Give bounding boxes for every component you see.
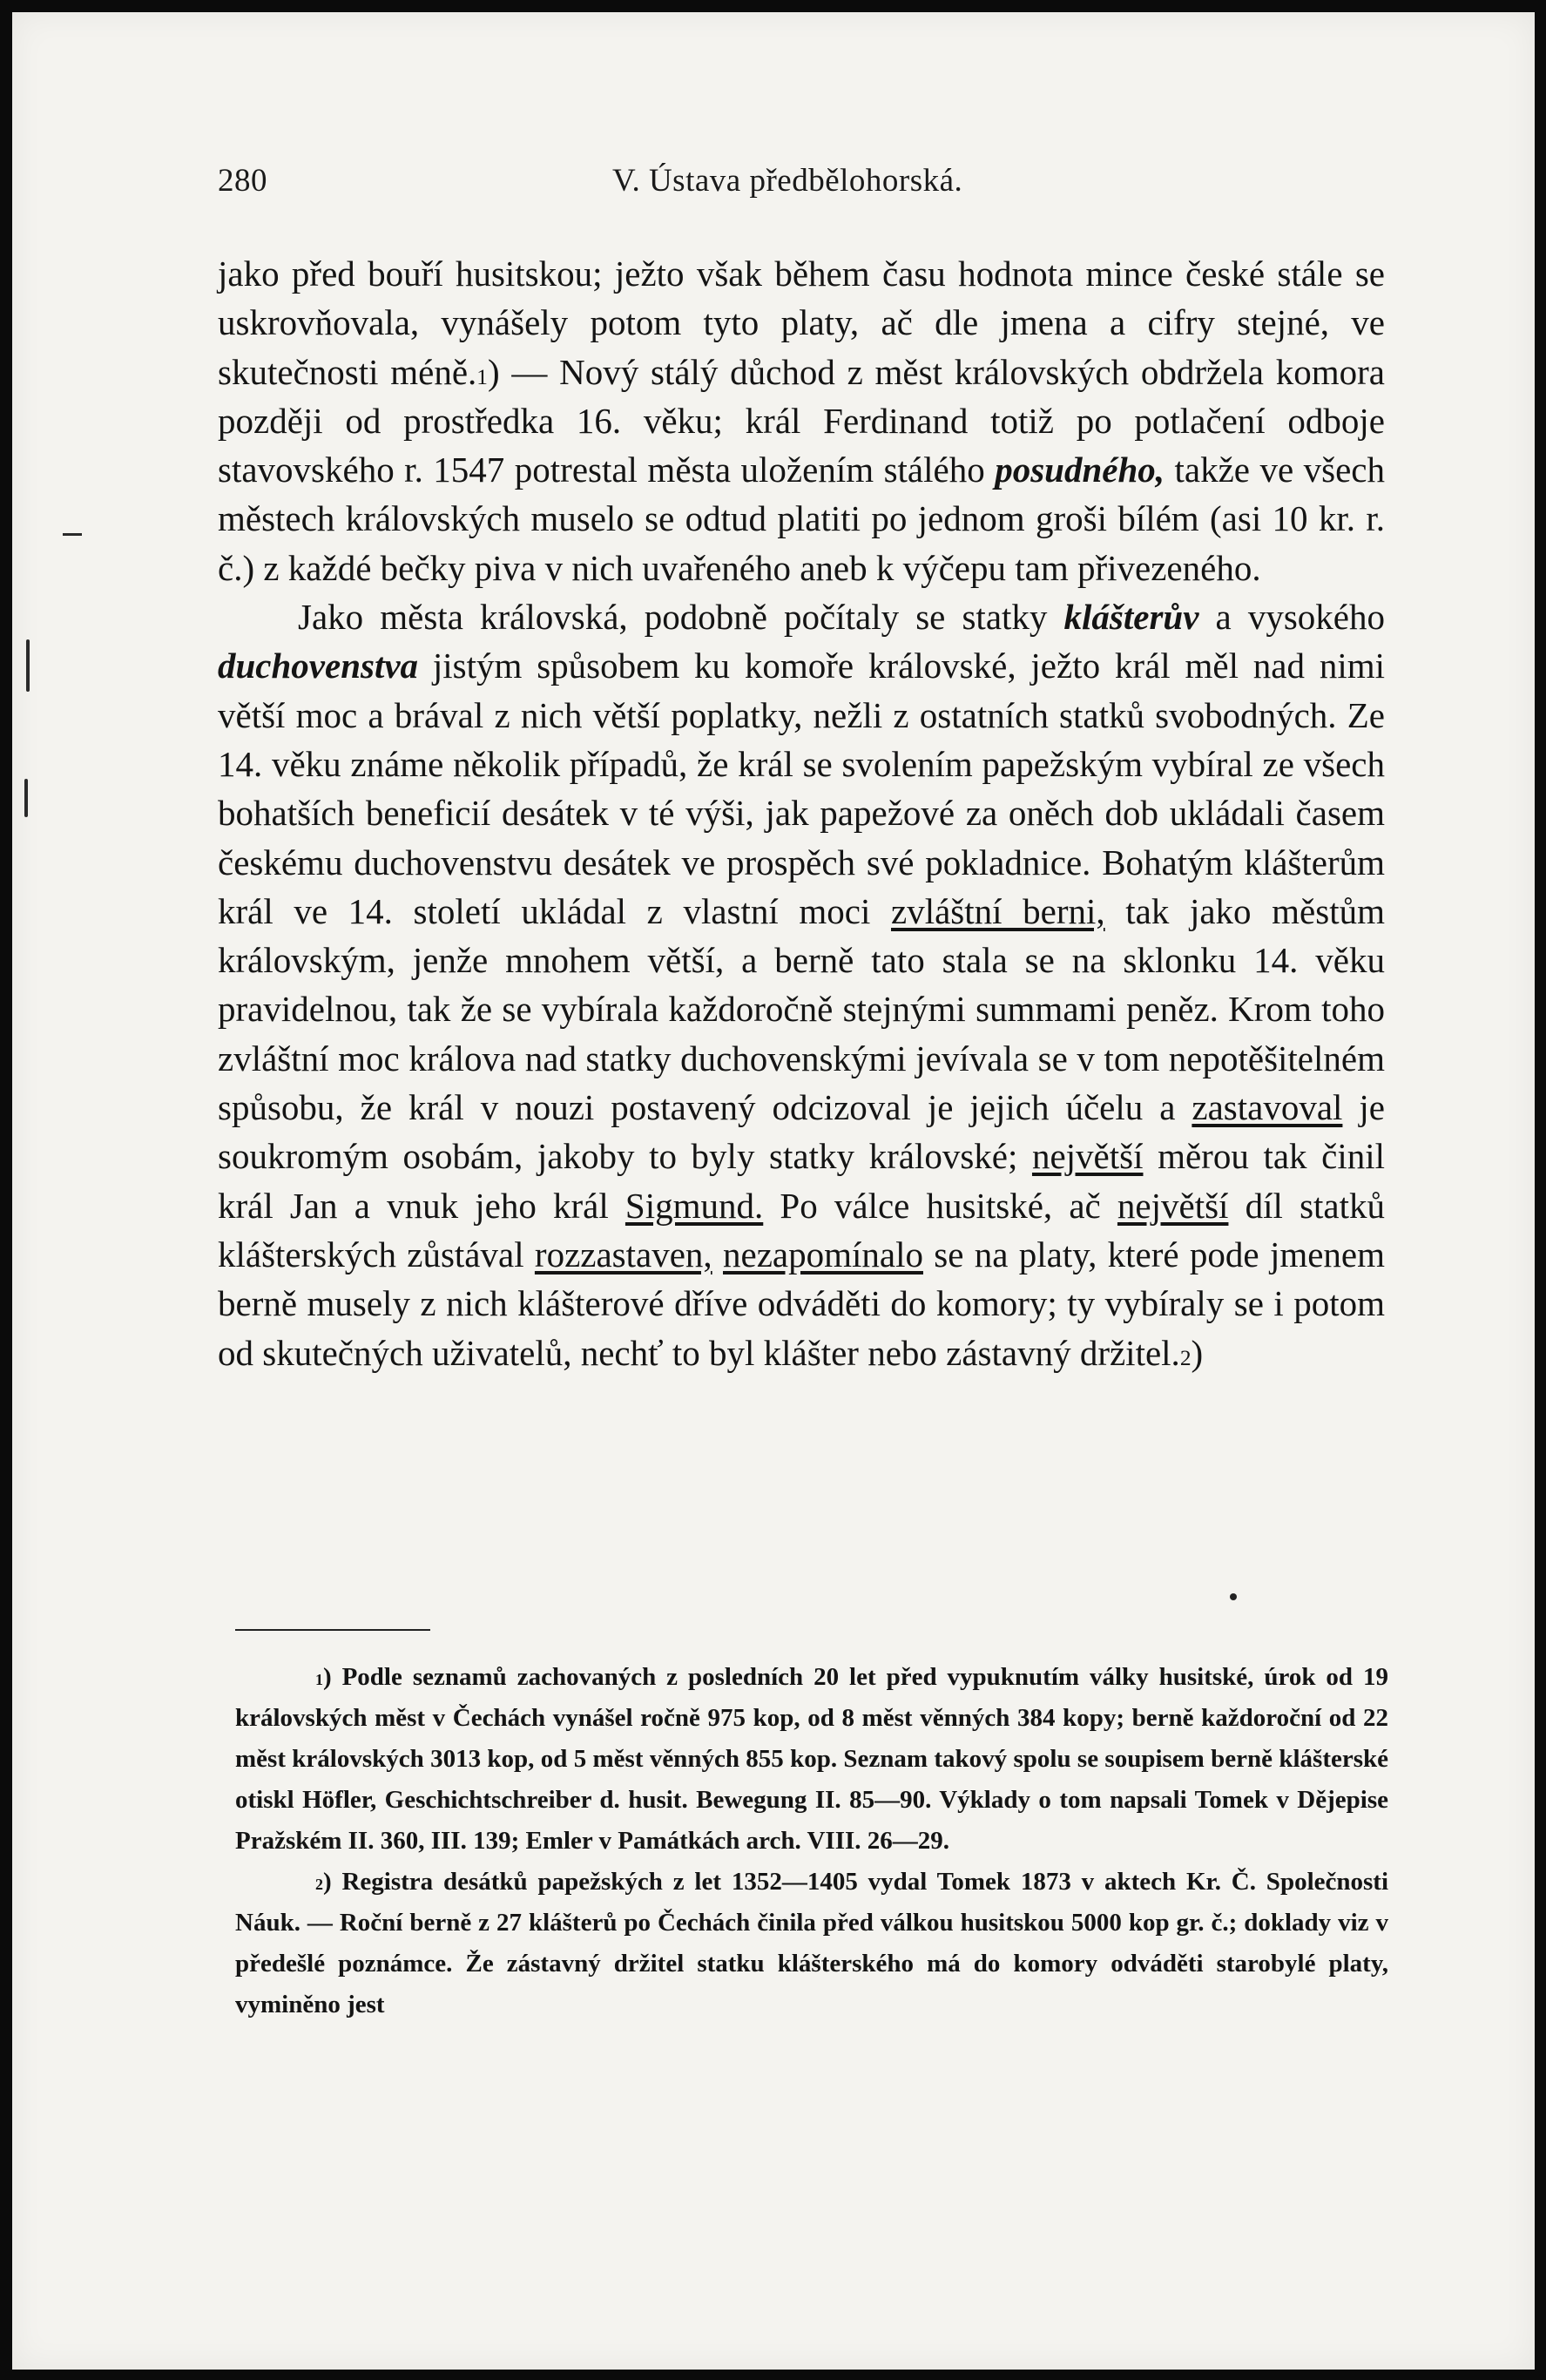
margin-mark xyxy=(26,639,30,692)
footnote-1-marker: 1 xyxy=(315,1671,323,1688)
underlined-phrase: největší xyxy=(1031,1136,1144,1177)
margin-mark xyxy=(63,533,82,536)
text-run: díl statků klášterských zůstával xyxy=(218,1185,1386,1275)
text-run: jako před bouří husitskou; ježto však během času hodnota mince české stále se uskrovňovala, vynášely potom tyto platy, ač dle jmena a cifry stejné, ve skutečnosti méně. xyxy=(218,254,1385,392)
text-run: ) xyxy=(1191,1332,1204,1373)
text-run: je soukromým osobám, jakoby to byly statky královské; xyxy=(218,1087,1385,1177)
underlined-phrase: nezapomínalo xyxy=(723,1234,923,1275)
emphasis-posudneho: posudného, xyxy=(995,450,1165,490)
underlined-phrase: zastavoval xyxy=(1192,1087,1343,1128)
footnote-2-marker: 2 xyxy=(315,1876,323,1893)
underlined-phrase: zvláštní berni, xyxy=(891,890,1105,931)
underlined-phrase: rozzastaven, xyxy=(534,1234,712,1275)
underlined-phrase: Sigmund. xyxy=(624,1185,764,1226)
paragraph-2 xyxy=(218,592,1385,1377)
ink-dot xyxy=(1230,1593,1237,1600)
running-title: V. Ústava předbělohorská. xyxy=(612,163,963,199)
text-run: takže ve všech městech královských muselo se odtud platiti po jednom groši bílém (asi 10 kr. r. č.) z každé bečky piva v nich uvařeného aneb k výčepu tam přivezeného. xyxy=(218,450,1385,588)
paragraph-1 xyxy=(218,249,1385,592)
main-text xyxy=(218,249,1385,1377)
footnote-ref-2: 2 xyxy=(1179,1345,1192,1370)
emphasis-klasteruv: klášterův xyxy=(1063,597,1199,638)
text-run: se na platy, které pode jmenem berně musely z nich klášterové dříve odváděti do komory; ty vybíraly se i potom od skutečných uživatelů, nechť to byl klášter nebo zástavný držitel. xyxy=(218,1234,1386,1373)
underlined-phrase: největší xyxy=(1117,1185,1229,1226)
footnote-rule xyxy=(235,1629,430,1631)
footnote-1-text: ) Podle seznamů zachovaných z posledních 20 let před vypuknutím války husitské, úrok od 19 královských měst v Čechách vynášel ročně 975 kop, od 8 měst věnných 384 kopy; berně každoroční od 22 měst královských 3013 kop, od 5 měst věnných 855 kop. Seznam takový spolu se soupisem berně klášterské otiskl Höfler, Geschichtschreiber d. husit. Bewegung II. 85—90. Výklady o tom napsali Tomek v Dějepise Pražském II. 360, III. 139; Emler v Památkách arch. VIII. 26—29. xyxy=(235,1663,1388,1855)
text-run: měrou tak činil král Jan a vnuk jeho král xyxy=(218,1136,1385,1226)
footnote-ref-1: 1 xyxy=(476,364,488,389)
emphasis-duchovenstva: duchovenstva xyxy=(218,646,419,686)
text-run: tak jako městům královským, jenže mnohem větší, a berně tato stala se na sklonku 14. věku pravidelnou, tak že se vybírala každoročně stejnými summami peněz. Krom toho zvláštní moc králova nad statky duchovenskými jevívala se v tom nepotěšitelném spůsobu, že král v nouzi postavený odcizoval je jejich účelu a xyxy=(218,890,1385,1128)
footnote-1 xyxy=(235,1657,1388,1862)
footnotes xyxy=(235,1657,1388,2025)
text-run: Jako města královská, podobně počítaly se statky xyxy=(298,597,1064,638)
text-run: Po válce husitské, ač xyxy=(763,1185,1117,1226)
text-run: a vysokého xyxy=(1198,597,1385,638)
text-run: jistým spůsobem ku komoře královské, ježto král měl nad nimi větší moc a brával z nich větší poplatky, nežli z ostatních statků svobodných. Ze 14. věku známe několik případů, že král se svolením papežským vybíral ze všech bohatších beneficií desátek v té výši, jak papežové za oněch dob ukládali časem českému duchovenstvu desátek ve prospěch své pokladnice. Bohatým klášterům král ve 14. století ukládal z vlastní moci xyxy=(218,646,1385,931)
book-page xyxy=(12,12,1535,2370)
text-run: ) — Nový stálý důchod z měst královských obdržela komora později od prostředka 16. věku; král Ferdinand totiž po potlačení odboje stavovského r. 1547 potrestal města uložením stálého xyxy=(218,351,1385,490)
footnote-2-text: ) Registra desátků papežských z let 1352—1405 vydal Tomek 1873 v aktech Kr. Č. Společnosti Náuk. — Roční berně z 27 klášterů po Čechách činila před válkou husitskou 5000 kop gr. č.; doklady viz v předešlé poznámce. Že zástavný držitel statku klášterského má do komory odváděti starobylé platy, vyminěno jest xyxy=(235,1868,1388,2018)
page-number: 280 xyxy=(218,163,267,199)
margin-mark xyxy=(24,779,28,817)
text-run xyxy=(712,1234,723,1275)
footnote-2 xyxy=(235,1862,1388,2025)
